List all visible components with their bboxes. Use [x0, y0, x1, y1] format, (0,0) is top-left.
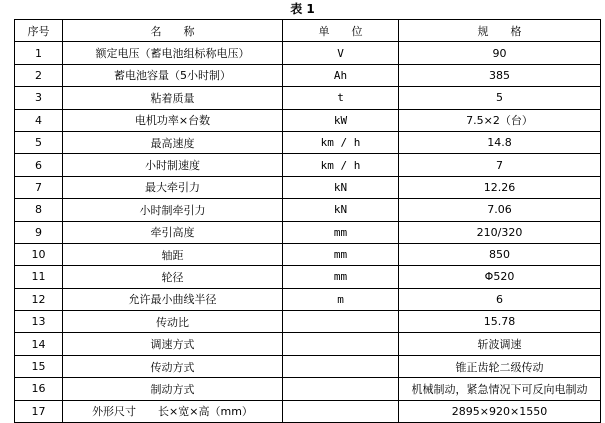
cell-unit: t — [283, 87, 399, 109]
cell-unit — [283, 311, 399, 333]
cell-spec: 2895×920×1550 — [399, 400, 601, 422]
table-row — [15, 243, 601, 265]
cell-no: 11 — [15, 266, 63, 288]
cell-name: 传动方式 — [63, 355, 283, 377]
table-row — [15, 154, 601, 176]
cell-no: 15 — [15, 355, 63, 377]
cell-spec: Φ520 — [399, 266, 601, 288]
cell-no: 14 — [15, 333, 63, 355]
table-row — [15, 176, 601, 198]
table-row — [15, 378, 601, 400]
cell-unit — [283, 378, 399, 400]
cell-no: 8 — [15, 199, 63, 221]
cell-name: 小时制牵引力 — [63, 199, 283, 221]
cell-unit: mm — [283, 243, 399, 265]
cell-name: 制动方式 — [63, 378, 283, 400]
table-row — [15, 266, 601, 288]
table-row — [15, 131, 601, 153]
cell-spec: 12.26 — [399, 176, 601, 198]
cell-name: 粘着质量 — [63, 87, 283, 109]
table-caption: 表 1 — [290, 2, 315, 16]
cell-spec: 斩波调速 — [399, 333, 601, 355]
cell-unit: kN — [283, 176, 399, 198]
cell-spec: 锥正齿轮二级传动 — [399, 355, 601, 377]
header-no: 序号 — [15, 20, 63, 42]
cell-name: 轴距 — [63, 243, 283, 265]
table-row — [15, 400, 601, 422]
cell-spec: 15.78 — [399, 311, 601, 333]
table-row — [15, 87, 601, 109]
cell-no: 17 — [15, 400, 63, 422]
cell-spec: 机械制动，紧急情况下可反向电制动 — [399, 378, 601, 400]
cell-spec: 385 — [399, 64, 601, 86]
cell-no: 5 — [15, 131, 63, 153]
cell-name: 传动比 — [63, 311, 283, 333]
cell-name: 允许最小曲线半径 — [63, 288, 283, 310]
table-row — [15, 355, 601, 377]
table-row — [15, 221, 601, 243]
cell-spec: 7.06 — [399, 199, 601, 221]
cell-name: 外形尺寸 长×宽×高（mm） — [63, 400, 283, 422]
cell-name: 电机功率×台数 — [63, 109, 283, 131]
cell-no: 6 — [15, 154, 63, 176]
cell-unit: kN — [283, 199, 399, 221]
header-name: 名 称 — [63, 20, 283, 42]
table-row — [15, 199, 601, 221]
cell-unit: m — [283, 288, 399, 310]
table-row — [15, 288, 601, 310]
header-unit: 单 位 — [283, 20, 399, 42]
cell-spec: 6 — [399, 288, 601, 310]
cell-no: 10 — [15, 243, 63, 265]
cell-name: 调速方式 — [63, 333, 283, 355]
cell-name: 蓄电池容量（5小时制） — [63, 64, 283, 86]
table-row — [15, 311, 601, 333]
cell-name: 小时制速度 — [63, 154, 283, 176]
cell-no: 16 — [15, 378, 63, 400]
cell-no: 2 — [15, 64, 63, 86]
cell-no: 12 — [15, 288, 63, 310]
spec-table — [14, 19, 601, 423]
cell-unit: kW — [283, 109, 399, 131]
cell-name: 轮径 — [63, 266, 283, 288]
cell-unit: km / h — [283, 154, 399, 176]
table-row — [15, 333, 601, 355]
table-row — [15, 109, 601, 131]
table-row — [15, 42, 601, 64]
cell-unit: V — [283, 42, 399, 64]
cell-unit: mm — [283, 266, 399, 288]
table-body — [15, 42, 601, 423]
cell-unit: mm — [283, 221, 399, 243]
cell-unit — [283, 400, 399, 422]
cell-spec: 5 — [399, 87, 601, 109]
cell-no: 4 — [15, 109, 63, 131]
cell-spec: 210/320 — [399, 221, 601, 243]
cell-unit: Ah — [283, 64, 399, 86]
cell-no: 3 — [15, 87, 63, 109]
cell-no: 13 — [15, 311, 63, 333]
cell-spec: 7.5×2（台） — [399, 109, 601, 131]
cell-no: 7 — [15, 176, 63, 198]
cell-name: 牵引高度 — [63, 221, 283, 243]
cell-unit — [283, 333, 399, 355]
cell-no: 9 — [15, 221, 63, 243]
header-row — [15, 20, 601, 42]
cell-name: 最大牵引力 — [63, 176, 283, 198]
cell-unit: km / h — [283, 131, 399, 153]
header-spec: 规 格 — [399, 20, 601, 42]
cell-name: 最高速度 — [63, 131, 283, 153]
cell-spec: 7 — [399, 154, 601, 176]
cell-spec: 850 — [399, 243, 601, 265]
cell-spec: 14.8 — [399, 131, 601, 153]
cell-spec: 90 — [399, 42, 601, 64]
cell-unit — [283, 355, 399, 377]
table-row — [15, 64, 601, 86]
cell-name: 额定电压（蓄电池组标称电压） — [63, 42, 283, 64]
cell-no: 1 — [15, 42, 63, 64]
